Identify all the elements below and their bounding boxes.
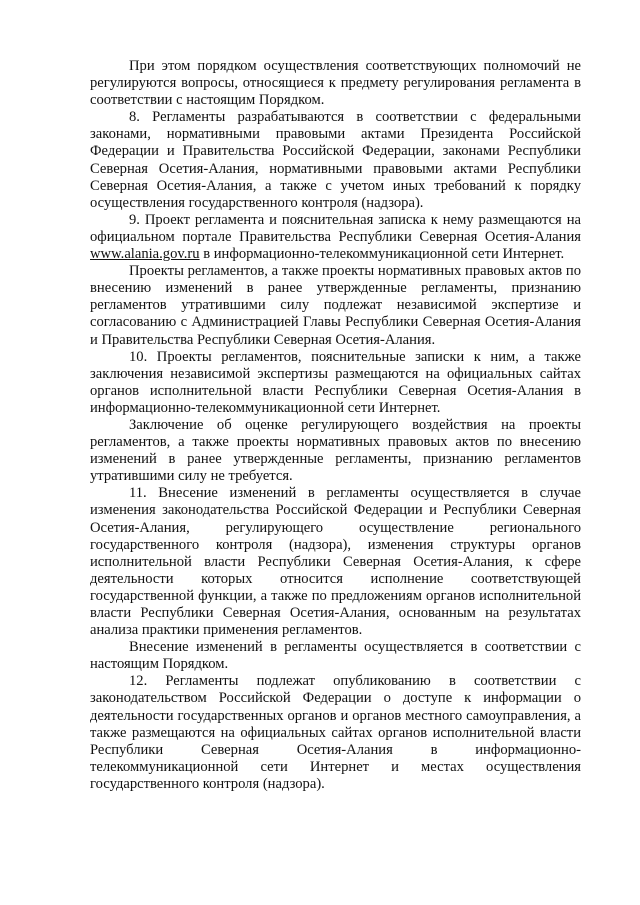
paragraph-9-publication-portal <box>90 212 581 263</box>
paragraph-procedure-scope: При этом порядком осуществления соответствующих полномочий не регулируются вопросы, относящиеся к предмету регулирования регламента в соответствии с настоящим Порядком. <box>90 58 581 109</box>
paragraph-12-publication: 12. Регламенты подлежат опубликованию в соответствии с законодательством Российской Федерации о доступе к информации о деятельности государственных органов и органов местного самоуправления, а также размещаются на официальных сайтах органов исполнительной власти Республики Северная Осетия-Алания в информационно-телекоммуникационной сети Интернет и местах осуществления государственного контроля (надзора). <box>90 673 581 792</box>
document-body <box>90 58 581 793</box>
paragraph-amendment-procedure: Внесение изменений в регламенты осуществляется в соответствии с настоящим Порядком. <box>90 639 581 673</box>
paragraph-expertise-approval: Проекты регламентов, а также проекты нормативных правовых актов по внесению изменений в ранее утвержденные регламенты, признанию регламентов утратившими силу подлежат независимой экспертизе и согласованию с Администрацией Главы Республики Северная Осетия-Алания и Правительства Республики Северная Осетия-Алания. <box>90 263 581 348</box>
portal-link[interactable]: www.alania.gov.ru <box>90 246 200 263</box>
paragraph-impact-assessment: Заключение об оценке регулирующего воздействия на проекты регламентов, а также проекты нормативных правовых актов по внесению изменений в ранее утвержденные регламенты, признанию регламентов утратившими силу не требуется. <box>90 416 581 485</box>
paragraph-8-development-basis: 8. Регламенты разрабатываются в соответствии с федеральными законами, нормативными правовыми актами Президента Российской Федерации и Правительства Российской Федерации, законами Республики Северная Осетия-Алания, нормативными правовыми актами Республики Северная Осетия-Алания, а также с учетом иных требований к порядку осуществления государственного контроля (надзора). <box>90 109 581 211</box>
paragraph-9-text-before: 9. Проект регламента и пояснительная записка к нему размещаются на официальном портале Правительства Республики Северная Осетия-Алания <box>90 211 581 245</box>
paragraph-11-amendments: 11. Внесение изменений в регламенты осуществляется в случае изменения законодательства Российской Федерации и Республики Северная Осетия-Алания, регулирующего осуществление регионального государственного контроля (надзора), изменения структуры органов исполнительной власти Республики Северная Осетия-Алания, к сфере деятельности которых относится исполнение соответствующей государственной функции, а также по предложениям органов исполнительной власти Республики Северная Осетия-Алания, основанным на результатах анализа практики применения регламентов. <box>90 485 581 639</box>
paragraph-10-placement: 10. Проекты регламентов, пояснительные записки к ним, а также заключения независимой экспертизы размещаются на официальных сайтах органов исполнительной власти Республики Северная Осетия-Алания в информационно-телекоммуникационной сети Интернет. <box>90 348 581 416</box>
paragraph-9-text-after: в информационно-телекоммуникационной сети Интернет. <box>199 246 565 263</box>
